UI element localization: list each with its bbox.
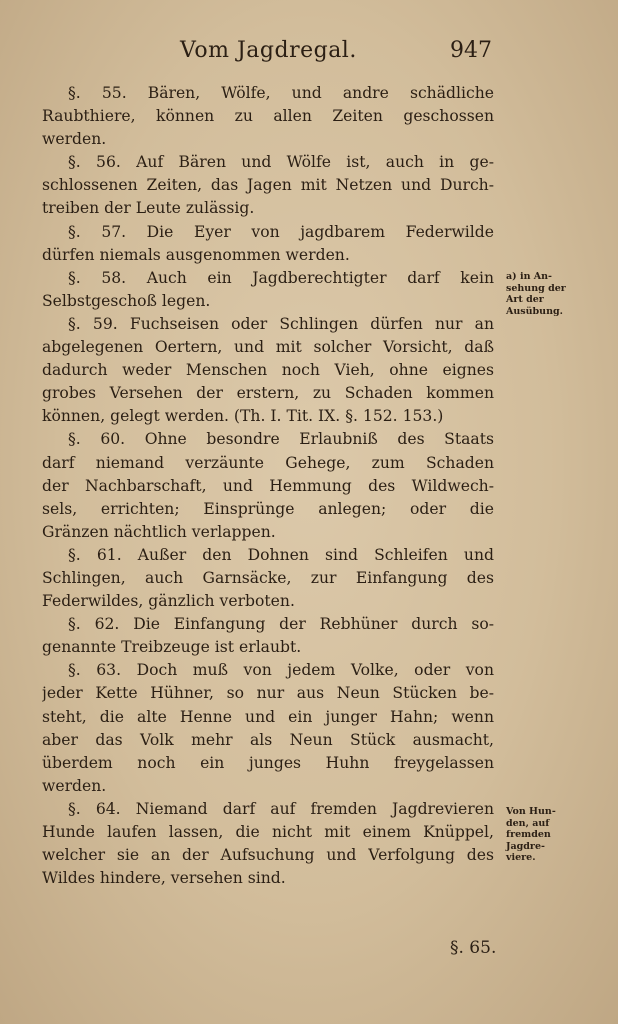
text-line: welcher sie an der Aufsuchung und Verfolgung des [42, 846, 494, 865]
text-line: aber das Volk mehr als Neun Stück ausmacht, [42, 730, 494, 749]
margin-note-line: den, auf [506, 817, 550, 829]
page-header [0, 38, 618, 72]
text-line: darf niemand verzäunte Gehege, zum Schaden [42, 453, 494, 472]
text-line: §. 64. Niemand darf auf fremden Jagdrevieren [68, 799, 494, 818]
text-line: Federwildes, gänzlich verboten. [42, 592, 295, 611]
catchword: §. 65. [450, 938, 497, 958]
text-line: §. 57. Die Eyer von jagdbarem Federwilde [68, 222, 494, 241]
text-line: abgelegenen Oertern, und mit solcher Vorsicht, daß [42, 338, 494, 357]
text-line: Raubthiere, können zu allen Zeiten geschossen [42, 107, 494, 126]
margin-note-line: Art der [506, 294, 544, 305]
text-line: dürfen niemals ausgenommen werden. [42, 245, 350, 264]
text-line: treiben der Leute zulässig. [42, 199, 255, 218]
text-line: §. 62. Die Einfangung der Rebhüner durch so- [68, 615, 494, 634]
margin-note-line: fremden [506, 829, 551, 840]
text-line: Hunde laufen lassen, die nicht mit einem Knüppel, [42, 823, 494, 841]
margin-note-line: Von Hun- [506, 806, 556, 817]
margin-note-dogs [506, 806, 588, 864]
text-line: sels, errichten; Einsprünge anlegen; oder die [42, 499, 494, 518]
text-line: §. 56. Auf Bären und Wölfe ist, auch in ge- [68, 153, 494, 172]
text-line: Schlingen, auch Garnsäcke, zur Einfangung des [42, 568, 494, 587]
text-line: jeder Kette Hühner, so nur aus Neun Stücken be- [42, 684, 494, 703]
running-title: Vom Jagdregal. [180, 38, 357, 63]
text-line: können, gelegt werden. (Th. I. Tit. IX. §. 152. 153.) [42, 407, 444, 426]
text-line: §. 63. Doch muß von jedem Volke, oder von [68, 661, 494, 680]
text-line: §. 61. Außer den Dohnen sind Schleifen und [68, 545, 494, 564]
text-line: steht, die alte Henne und ein junger Hahn; wenn [42, 707, 494, 726]
body-text [42, 82, 494, 890]
text-line: grobes Versehen der erstern, zu Schaden kommen [42, 384, 494, 403]
text-line: §. 60. Ohne besondre Erlaubniß des Staats [68, 430, 494, 449]
text-line: §. 59. Fuchseisen oder Schlingen dürfen nur an [68, 314, 494, 333]
page-number: 947 [450, 38, 492, 63]
margin-note-line: Jagdre- [506, 840, 545, 852]
text-line: Wildes hindere, versehen sind. [42, 869, 286, 888]
text-line: werden. [42, 776, 107, 795]
text-line: Selbstgeschoß legen. [42, 291, 211, 310]
text-line: überdem noch ein junges Huhn freygelassen [42, 753, 494, 772]
margin-note-line: a) in An- [506, 271, 553, 282]
text-line: dadurch weder Menschen noch Vieh, ohne eignes [42, 361, 494, 380]
text-line: genannte Treibzeuge ist erlaubt. [42, 638, 302, 657]
text-line: §. 55. Bären, Wölfe, und andre schädliche [68, 84, 494, 102]
margin-note-execution [506, 271, 588, 317]
text-line: schlossenen Zeiten, das Jagen mit Netzen und Durch- [42, 176, 494, 195]
margin-note-line: sehung der [506, 282, 566, 294]
text-line: werden. [42, 130, 107, 149]
text-line: der Nachbarschaft, und Hemmung des Wildwech- [42, 476, 494, 495]
text-line: Gränzen nächtlich verlappen. [42, 522, 276, 541]
margin-note-line: Ausübung. [506, 305, 563, 317]
text-line: §. 58. Auch ein Jagdberechtigter darf kein [68, 268, 494, 287]
margin-note-line: viere. [506, 852, 536, 863]
